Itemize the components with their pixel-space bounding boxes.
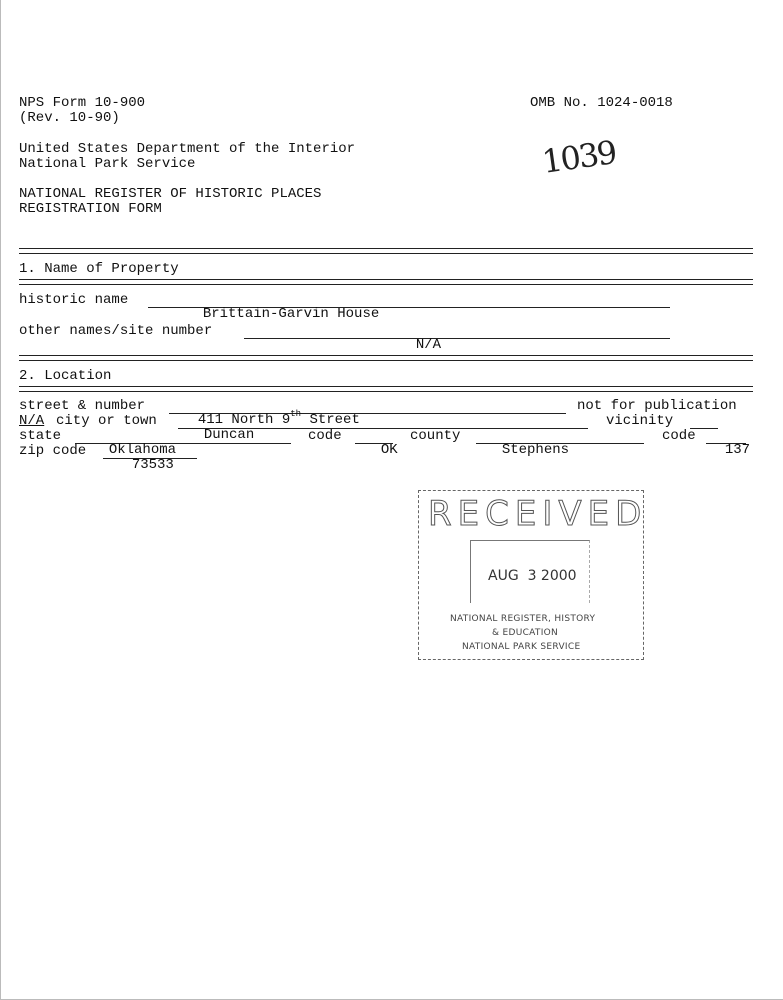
form-revision: (Rev. 10-90): [19, 110, 120, 126]
stamp-date: AUG 3 2000: [488, 568, 577, 584]
handwritten-number: 1039: [539, 133, 618, 181]
county-value: Stephens: [501, 442, 570, 458]
street-label: street & number: [19, 398, 146, 414]
section2-heading: 2. Location: [19, 368, 112, 384]
stamp-line1: NATIONAL REGISTER, HISTORY: [450, 614, 596, 624]
county-label: county: [410, 428, 461, 444]
form-number: NPS Form 10-900: [19, 95, 146, 111]
received-stamp: [418, 490, 648, 660]
omb-number: OMB No. 1024-0018: [530, 95, 673, 111]
not-for-publication-label: not for publication: [577, 398, 737, 414]
state-value: Oklahoma: [108, 442, 177, 458]
historic-name-field: [148, 292, 670, 322]
county-code-label: code: [662, 428, 696, 444]
zip-value: 73533: [131, 457, 174, 473]
section-divider: [19, 386, 753, 392]
county-field: [476, 428, 644, 458]
state-code-value: OK: [380, 442, 398, 458]
historic-name-value: Brittain-Garvin House: [202, 306, 380, 322]
form-title-line2: REGISTRATION FORM: [19, 201, 162, 217]
vicinity-field: [690, 413, 718, 429]
section1-heading: 1. Name of Property: [19, 261, 179, 277]
historic-name-label: historic name: [19, 292, 129, 308]
vicinity-label: vicinity: [606, 413, 674, 429]
street-field: [169, 398, 566, 428]
page-left-edge: [0, 0, 1, 1000]
section-divider: [19, 248, 753, 254]
street-value: 411 North 9th Street: [197, 409, 360, 428]
county-code-field: [706, 428, 751, 458]
state-code-label: code: [308, 428, 342, 444]
zip-field: [103, 443, 197, 473]
na-mark: N/A: [19, 413, 45, 429]
state-field: [75, 428, 291, 458]
form-title-line1: NATIONAL REGISTER OF HISTORIC PLACES: [19, 186, 322, 202]
state-label: state: [19, 428, 62, 444]
other-names-label: other names/site number: [19, 323, 213, 339]
county-code-value: 137: [724, 442, 751, 458]
other-names-value: N/A: [415, 337, 442, 353]
department-name: United States Department of the Interior: [19, 141, 356, 157]
section-divider: [19, 355, 753, 361]
zip-label: zip code: [19, 443, 87, 459]
city-value: Duncan: [203, 427, 255, 443]
service-name: National Park Service: [19, 156, 196, 172]
other-names-field: [244, 323, 670, 353]
city-label: city or town: [56, 413, 157, 429]
section-divider: [19, 279, 753, 285]
state-code-field: [355, 428, 398, 458]
stamp-line3: NATIONAL PARK SERVICE: [462, 642, 581, 652]
stamp-line2: & EDUCATION: [492, 628, 559, 638]
stamp-received-word: RECEIVED: [428, 494, 648, 534]
